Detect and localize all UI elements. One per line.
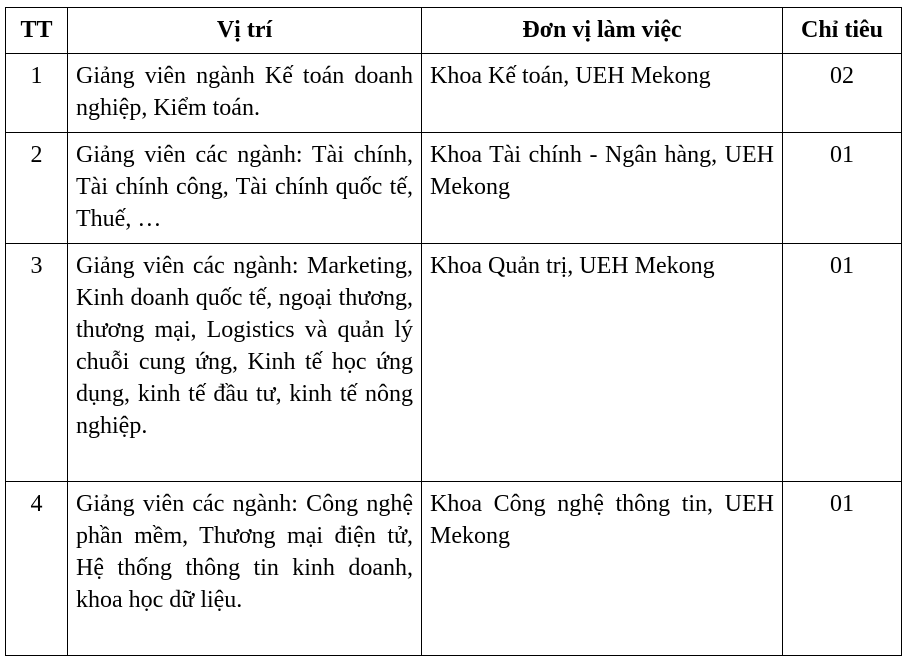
- unit-cell: Khoa Công nghệ thông tin, UEH Mekong: [422, 482, 783, 656]
- position-cell: Giảng viên các ngành: Tài chính, Tài chính công, Tài chính quốc tế, Thuế, …: [68, 133, 422, 244]
- header-tt: TT: [6, 8, 68, 54]
- quota-cell: 01: [783, 482, 902, 656]
- positions-table: [5, 7, 902, 656]
- row-number: 3: [6, 244, 68, 482]
- unit-cell: Khoa Kế toán, UEH Mekong: [422, 54, 783, 133]
- header-row: [6, 8, 902, 54]
- table-row: [6, 244, 902, 482]
- table-row: [6, 133, 902, 244]
- quota-cell: 02: [783, 54, 902, 133]
- header-quota: Chỉ tiêu: [783, 8, 902, 54]
- quota-cell: 01: [783, 244, 902, 482]
- unit-cell: Khoa Tài chính - Ngân hàng, UEH Mekong: [422, 133, 783, 244]
- header-position: Vị trí: [68, 8, 422, 54]
- row-number: 4: [6, 482, 68, 656]
- row-number: 1: [6, 54, 68, 133]
- header-unit: Đơn vị làm việc: [422, 8, 783, 54]
- row-number: 2: [6, 133, 68, 244]
- table-row: [6, 54, 902, 133]
- position-cell: Giảng viên ngành Kế toán doanh nghiệp, Kiểm toán.: [68, 54, 422, 133]
- position-cell: Giảng viên các ngành: Marketing, Kinh doanh quốc tế, ngoại thương, thương mại, Logistics và quản lý chuỗi cung ứng, Kinh tế học ứng dụng, kinh tế đầu tư, kinh tế nông nghiệp.: [68, 244, 422, 482]
- unit-cell: Khoa Quản trị, UEH Mekong: [422, 244, 783, 482]
- quota-cell: 01: [783, 133, 902, 244]
- table-row: [6, 482, 902, 656]
- position-cell: Giảng viên các ngành: Công nghệ phần mềm, Thương mại điện tử, Hệ thống thông tin kinh doanh, khoa học dữ liệu.: [68, 482, 422, 656]
